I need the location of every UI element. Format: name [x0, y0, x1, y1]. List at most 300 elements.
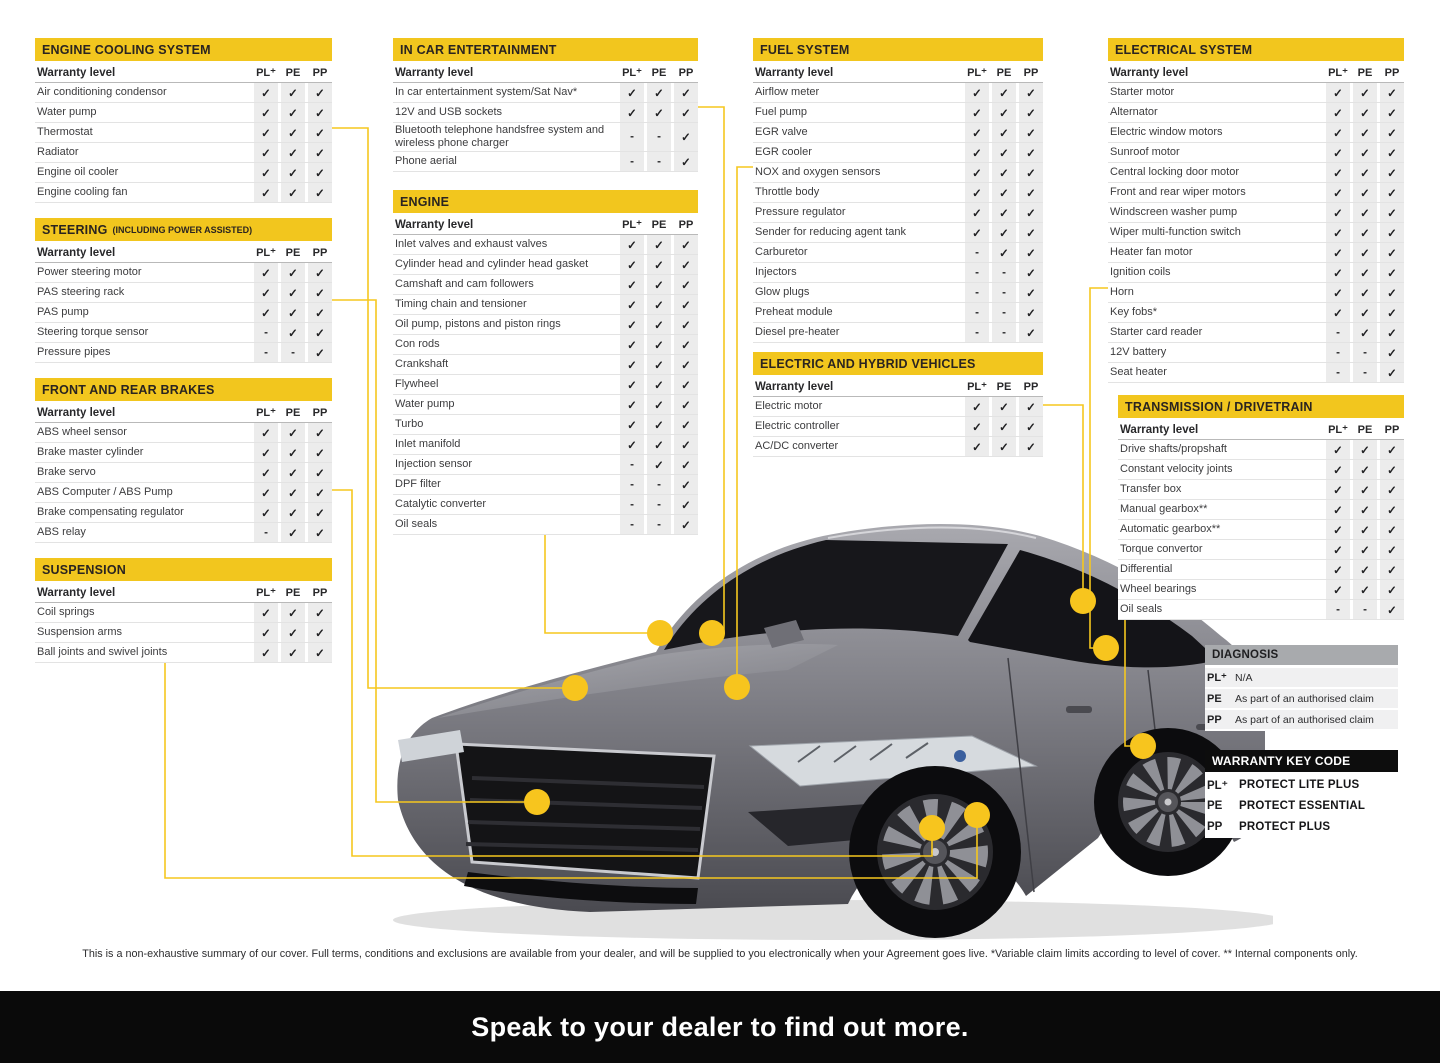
warranty-mark: ✓: [674, 295, 698, 314]
warranty-mark: ✓: [1353, 283, 1377, 302]
table-row: [35, 603, 332, 623]
level-header-PE: PE: [1357, 66, 1373, 79]
level-header-PLplus: PL⁺: [1328, 67, 1348, 79]
component-label: In car entertainment system/Sat Nav*: [395, 85, 578, 98]
warranty-mark: ✓: [992, 123, 1016, 142]
warranty-mark: ✓: [1019, 437, 1043, 456]
component-label: Windscreen washer pump: [1110, 205, 1238, 218]
table-row: [1118, 560, 1404, 580]
warranty-mark: ✓: [1019, 283, 1043, 302]
warranty-mark: ✓: [1353, 540, 1377, 559]
warranty-mark: ✓: [1326, 303, 1350, 322]
warranty-mark: ✓: [1019, 143, 1043, 162]
warranty-mark: ✓: [254, 163, 278, 182]
warranty-mark: ✓: [1326, 83, 1350, 102]
car-shadow: [393, 900, 1273, 940]
warranty-mark: ✓: [308, 123, 332, 142]
warranty-mark: ✓: [965, 397, 989, 416]
warranty-mark: -: [620, 455, 644, 474]
warranty-mark: -: [620, 152, 644, 171]
component-label: Oil seals: [1120, 602, 1163, 615]
warranty-mark: ✓: [992, 243, 1016, 262]
component-label: Automatic gearbox**: [1120, 522, 1221, 535]
table-title: ENGINE: [400, 194, 450, 209]
level-header-PLplus: PL⁺: [256, 67, 276, 79]
warranty-mark: ✓: [1353, 163, 1377, 182]
diagnosis-box: [1205, 645, 1398, 731]
column-header-row: [35, 583, 332, 603]
warranty-mark: ✓: [1353, 223, 1377, 242]
warranty-mark: ✓: [965, 223, 989, 242]
table-engine-cooling: [35, 38, 332, 203]
warranty-mark: ✓: [1326, 540, 1350, 559]
table-title: FUEL SYSTEM: [760, 42, 850, 57]
table-row: [1108, 243, 1404, 263]
component-label: Flywheel: [395, 377, 439, 390]
warranty-mark: ✓: [1019, 263, 1043, 282]
warranty-mark: ✓: [674, 415, 698, 434]
warranty-mark: -: [992, 263, 1016, 282]
warranty-mark: -: [965, 283, 989, 302]
table-row: [1108, 123, 1404, 143]
component-label: Drive shafts/propshaft: [1120, 442, 1227, 455]
warranty-mark: -: [647, 475, 671, 494]
table-row: [1108, 163, 1404, 183]
warranty-mark: ✓: [281, 263, 305, 282]
table-title-band: [753, 352, 1043, 375]
level-header-PE: PE: [285, 246, 301, 259]
column-header-row: [35, 63, 332, 83]
level-header-PE: PE: [996, 380, 1012, 393]
component-label: Water pump: [395, 397, 455, 410]
component-label: Camshaft and cam followers: [395, 277, 534, 290]
component-label: Differential: [1120, 562, 1173, 575]
table-row: [1118, 440, 1404, 460]
warranty-mark: ✓: [620, 315, 644, 334]
warranty-mark: ✓: [254, 283, 278, 302]
table-suspension: [35, 558, 332, 663]
table-row: [393, 152, 698, 172]
table-row: [393, 275, 698, 295]
table-row: [1108, 223, 1404, 243]
warranty-mark: ✓: [1019, 243, 1043, 262]
table-row: [393, 315, 698, 335]
component-label: ABS relay: [37, 525, 86, 538]
warranty-mark: ✓: [965, 123, 989, 142]
warranty-level-header: Warranty level: [755, 66, 834, 79]
table-row: [1108, 363, 1404, 383]
table-row: [753, 437, 1043, 457]
table-row: [35, 303, 332, 323]
table-row: [753, 243, 1043, 263]
warranty-mark: ✓: [620, 355, 644, 374]
table-steering: [35, 218, 332, 363]
table-row: [753, 143, 1043, 163]
warranty-mark: ✓: [308, 263, 332, 282]
table-engine: [393, 190, 698, 535]
warranty-mark: ✓: [992, 437, 1016, 456]
component-label: Con rods: [395, 337, 440, 350]
table-row: [35, 503, 332, 523]
warranty-mark: ✓: [1380, 83, 1404, 102]
warranty-mark: ✓: [1380, 283, 1404, 302]
component-label: Brake master cylinder: [37, 445, 144, 458]
component-label: Torque convertor: [1120, 542, 1203, 555]
warranty-mark: ✓: [674, 495, 698, 514]
warranty-mark: ✓: [1326, 183, 1350, 202]
table-row: [35, 463, 332, 483]
warranty-key-code-box: [1205, 750, 1398, 838]
level-header-PLplus: PL⁺: [1328, 424, 1348, 436]
warranty-mark: ✓: [1353, 83, 1377, 102]
table-transmission: [1118, 395, 1404, 620]
table-row: [1108, 143, 1404, 163]
warranty-mark: ✓: [308, 183, 332, 202]
warranty-mark: ✓: [647, 375, 671, 394]
warranty-mark: ✓: [965, 103, 989, 122]
warranty-mark: ✓: [308, 343, 332, 362]
level-header-PE: PE: [1357, 423, 1373, 436]
warranty-mark: ✓: [674, 315, 698, 334]
table-brakes: [35, 378, 332, 543]
warranty-mark: ✓: [254, 443, 278, 462]
warranty-level-header: Warranty level: [1120, 423, 1199, 436]
warranty-level-header: Warranty level: [395, 66, 474, 79]
warranty-mark: ✓: [308, 163, 332, 182]
warranty-mark: ✓: [1353, 500, 1377, 519]
table-row: [35, 103, 332, 123]
warranty-mark: ✓: [674, 235, 698, 254]
warranty-mark: ✓: [620, 83, 644, 102]
warranty-mark: ✓: [254, 643, 278, 662]
warranty-mark: ✓: [281, 603, 305, 622]
warranty-mark: ✓: [1326, 243, 1350, 262]
warranty-mark: ✓: [281, 463, 305, 482]
component-label: Suspension arms: [37, 625, 122, 638]
table-row: [35, 183, 332, 203]
warranty-mark: ✓: [992, 223, 1016, 242]
level-header-PP: PP: [678, 218, 694, 231]
table-row: [753, 203, 1043, 223]
warranty-mark: ✓: [308, 603, 332, 622]
warranty-mark: ✓: [620, 335, 644, 354]
component-label: Oil seals: [395, 517, 438, 530]
warranty-mark: -: [965, 263, 989, 282]
warranty-mark: ✓: [1019, 323, 1043, 342]
warranty-mark: ✓: [620, 295, 644, 314]
diagnosis-text: As part of an authorised claim: [1235, 692, 1374, 705]
column-header-row: [1118, 420, 1404, 440]
table-row: [1108, 103, 1404, 123]
component-label: Horn: [1110, 285, 1134, 298]
warranty-mark: ✓: [1019, 83, 1043, 102]
component-label: Constant velocity joints: [1120, 462, 1233, 475]
warranty-mark: ✓: [1326, 440, 1350, 459]
warranty-mark: ✓: [1326, 103, 1350, 122]
warranty-mark: ✓: [620, 255, 644, 274]
warranty-mark: ✓: [254, 143, 278, 162]
warranty-mark: -: [647, 152, 671, 171]
level-header-PP: PP: [312, 66, 328, 79]
component-label: Water pump: [37, 105, 97, 118]
table-row: [393, 355, 698, 375]
component-label: Inlet manifold: [395, 437, 461, 450]
warranty-mark: ✓: [308, 303, 332, 322]
warranty-mark: ✓: [647, 83, 671, 102]
level-header-PLplus: PL⁺: [622, 67, 642, 79]
table-title: IN CAR ENTERTAINMENT: [400, 42, 557, 57]
component-label: Pressure pipes: [37, 345, 111, 358]
table-row: [393, 83, 698, 103]
warranty-mark: ✓: [647, 315, 671, 334]
table-row: [753, 263, 1043, 283]
warranty-key-text: PROTECT PLUS: [1239, 820, 1331, 833]
warranty-mark: ✓: [674, 435, 698, 454]
warranty-mark: ✓: [1353, 123, 1377, 142]
warranty-mark: ✓: [1019, 183, 1043, 202]
warranty-mark: ✓: [1380, 600, 1404, 619]
warranty-key-code: PE: [1207, 799, 1223, 812]
warranty-mark: ✓: [254, 603, 278, 622]
component-label: Heater fan motor: [1110, 245, 1193, 258]
warranty-mark: -: [1326, 323, 1350, 342]
component-label: Engine oil cooler: [37, 165, 119, 178]
table-row: [393, 455, 698, 475]
warranty-key-code: PP: [1207, 820, 1223, 833]
component-label: Starter card reader: [1110, 325, 1203, 338]
table-title-band: [393, 38, 698, 61]
warranty-mark: ✓: [281, 503, 305, 522]
warranty-mark: ✓: [1019, 417, 1043, 436]
warranty-mark: ✓: [674, 375, 698, 394]
warranty-mark: ✓: [1326, 460, 1350, 479]
table-row: [35, 443, 332, 463]
warranty-level-header: Warranty level: [395, 218, 474, 231]
warranty-mark: ✓: [1380, 183, 1404, 202]
table-row: [753, 83, 1043, 103]
warranty-mark: ✓: [992, 163, 1016, 182]
warranty-mark: ✓: [281, 183, 305, 202]
warranty-mark: ✓: [620, 275, 644, 294]
warranty-mark: ✓: [281, 483, 305, 502]
warranty-mark: ✓: [281, 423, 305, 442]
table-row: [753, 397, 1043, 417]
warranty-mark: ✓: [992, 397, 1016, 416]
warranty-mark: ✓: [1326, 203, 1350, 222]
component-label: Coil springs: [37, 605, 95, 618]
warranty-mark: ✓: [281, 303, 305, 322]
warranty-mark: ✓: [647, 335, 671, 354]
table-row: [393, 475, 698, 495]
warranty-mark: ✓: [1353, 580, 1377, 599]
table-row: [1108, 323, 1404, 343]
level-header-PLplus: PL⁺: [256, 587, 276, 599]
table-title-suffix: (INCLUDING POWER ASSISTED): [112, 224, 253, 235]
component-label: Catalytic converter: [395, 497, 487, 510]
table-row: [35, 623, 332, 643]
warranty-mark: ✓: [965, 183, 989, 202]
warranty-mark: ✓: [1019, 223, 1043, 242]
warranty-mark: ✓: [674, 152, 698, 171]
table-title-band: [35, 218, 332, 241]
warranty-mark: ✓: [647, 255, 671, 274]
table-title-band: [753, 38, 1043, 61]
warranty-mark: ✓: [1380, 103, 1404, 122]
level-header-PE: PE: [996, 66, 1012, 79]
warranty-mark: ✓: [308, 423, 332, 442]
warranty-mark: ✓: [281, 323, 305, 342]
warranty-mark: -: [965, 323, 989, 342]
component-label: Brake compensating regulator: [37, 505, 184, 518]
column-header-row: [753, 377, 1043, 397]
warranty-mark: ✓: [1380, 500, 1404, 519]
table-title-band: [1118, 395, 1404, 418]
warranty-mark: ✓: [308, 83, 332, 102]
warranty-mark: ✓: [254, 423, 278, 442]
table-electrical: [1108, 38, 1404, 383]
component-label: Ignition coils: [1110, 265, 1171, 278]
warranty-mark: -: [1326, 363, 1350, 382]
warranty-mark: ✓: [281, 443, 305, 462]
diagnosis-code: PE: [1207, 692, 1222, 705]
table-row: [753, 417, 1043, 437]
warranty-mark: ✓: [1380, 303, 1404, 322]
table-title-band: [35, 378, 332, 401]
warranty-mark: ✓: [254, 103, 278, 122]
column-header-row: [1108, 63, 1404, 83]
component-label: Diesel pre-heater: [755, 325, 840, 338]
table-row: [393, 415, 698, 435]
warranty-mark: ✓: [620, 375, 644, 394]
warranty-mark: ✓: [254, 483, 278, 502]
warranty-mark: ✓: [308, 443, 332, 462]
level-header-PP: PP: [312, 246, 328, 259]
table-row: [753, 183, 1043, 203]
table-row: [753, 223, 1043, 243]
warranty-mark: ✓: [254, 263, 278, 282]
warranty-mark: ✓: [647, 295, 671, 314]
component-label: AC/DC converter: [755, 439, 839, 452]
level-header-PE: PE: [285, 66, 301, 79]
component-label: Oil pump, pistons and piston rings: [395, 317, 561, 330]
table-row: [393, 515, 698, 535]
warranty-mark: ✓: [281, 83, 305, 102]
warranty-mark: ✓: [965, 203, 989, 222]
warranty-mark: ✓: [1353, 560, 1377, 579]
warranty-mark: ✓: [308, 283, 332, 302]
table-ehv: [753, 352, 1043, 457]
component-label: Glow plugs: [755, 285, 810, 298]
warranty-mark: ✓: [1380, 203, 1404, 222]
warranty-mark: ✓: [1380, 243, 1404, 262]
warranty-mark: ✓: [1380, 480, 1404, 499]
component-label: Engine cooling fan: [37, 185, 128, 198]
table-row: [35, 263, 332, 283]
table-row: [753, 303, 1043, 323]
diagnosis-code: PP: [1207, 713, 1222, 726]
warranty-mark: ✓: [1380, 223, 1404, 242]
component-label: Sunroof motor: [1110, 145, 1180, 158]
warranty-mark: -: [647, 515, 671, 534]
warranty-mark: ✓: [1380, 460, 1404, 479]
warranty-mark: ✓: [1380, 440, 1404, 459]
component-label: Fuel pump: [755, 105, 807, 118]
level-header-PP: PP: [312, 406, 328, 419]
table-row: [393, 123, 698, 152]
table-row: [753, 123, 1043, 143]
component-label: Front and rear wiper motors: [1110, 185, 1246, 198]
warranty-mark: ✓: [1353, 520, 1377, 539]
warranty-mark: ✓: [1380, 363, 1404, 382]
column-header-row: [35, 403, 332, 423]
level-header-PLplus: PL⁺: [967, 67, 987, 79]
warranty-level-header: Warranty level: [37, 246, 116, 259]
warranty-level-header: Warranty level: [37, 586, 116, 599]
table-row: [393, 495, 698, 515]
warranty-mark: -: [254, 343, 278, 362]
warranty-mark: -: [620, 495, 644, 514]
table-title: STEERING: [42, 222, 108, 237]
component-label: Steering torque sensor: [37, 325, 149, 338]
table-row: [35, 643, 332, 663]
table-row: [1108, 303, 1404, 323]
diagnosis-row: [1205, 710, 1398, 729]
warranty-key-code: PL⁺: [1207, 779, 1228, 792]
component-label: Electric controller: [755, 419, 840, 432]
component-label: NOX and oxygen sensors: [755, 165, 881, 178]
warranty-mark: ✓: [992, 83, 1016, 102]
table-row: [1108, 263, 1404, 283]
warranty-level-header: Warranty level: [37, 66, 116, 79]
table-row: [393, 103, 698, 123]
level-header-PP: PP: [1023, 380, 1039, 393]
table-row: [393, 375, 698, 395]
warranty-mark: ✓: [1353, 203, 1377, 222]
table-row: [753, 163, 1043, 183]
table-title-band: [393, 190, 698, 213]
car-headlight-led: [954, 750, 966, 762]
warranty-level-header: Warranty level: [37, 406, 116, 419]
warranty-mark: ✓: [281, 163, 305, 182]
warranty-mark: ✓: [1380, 323, 1404, 342]
warranty-mark: ✓: [1019, 163, 1043, 182]
warranty-mark: -: [620, 475, 644, 494]
component-label: Air conditioning condensor: [37, 85, 167, 98]
diagnosis-row: [1205, 668, 1398, 687]
warranty-mark: ✓: [992, 183, 1016, 202]
warranty-mark: ✓: [620, 415, 644, 434]
warranty-mark: ✓: [674, 275, 698, 294]
warranty-mark: ✓: [1353, 263, 1377, 282]
table-row: [1118, 540, 1404, 560]
warranty-mark: ✓: [1380, 263, 1404, 282]
table-row: [753, 323, 1043, 343]
component-label: Injection sensor: [395, 457, 473, 470]
table-title-band: [1108, 38, 1404, 61]
table-title: ENGINE COOLING SYSTEM: [42, 42, 211, 57]
warranty-mark: ✓: [1326, 480, 1350, 499]
disclaimer-text: This is a non-exhaustive summary of our cover. Full terms, conditions and exclusions are available from your dealer, and will be supplied to you electronically when your Agreement goes live. *Variable claim limits according to level of cover. ** Internal components only.: [82, 948, 1358, 960]
level-header-PP: PP: [1023, 66, 1039, 79]
warranty-mark: ✓: [1380, 143, 1404, 162]
table-row: [1108, 343, 1404, 363]
component-label: Power steering motor: [37, 265, 142, 278]
level-header-PE: PE: [285, 586, 301, 599]
table-row: [753, 103, 1043, 123]
warranty-mark: ✓: [1326, 560, 1350, 579]
component-label: ABS wheel sensor: [37, 425, 127, 438]
warranty-mark: ✓: [1326, 580, 1350, 599]
